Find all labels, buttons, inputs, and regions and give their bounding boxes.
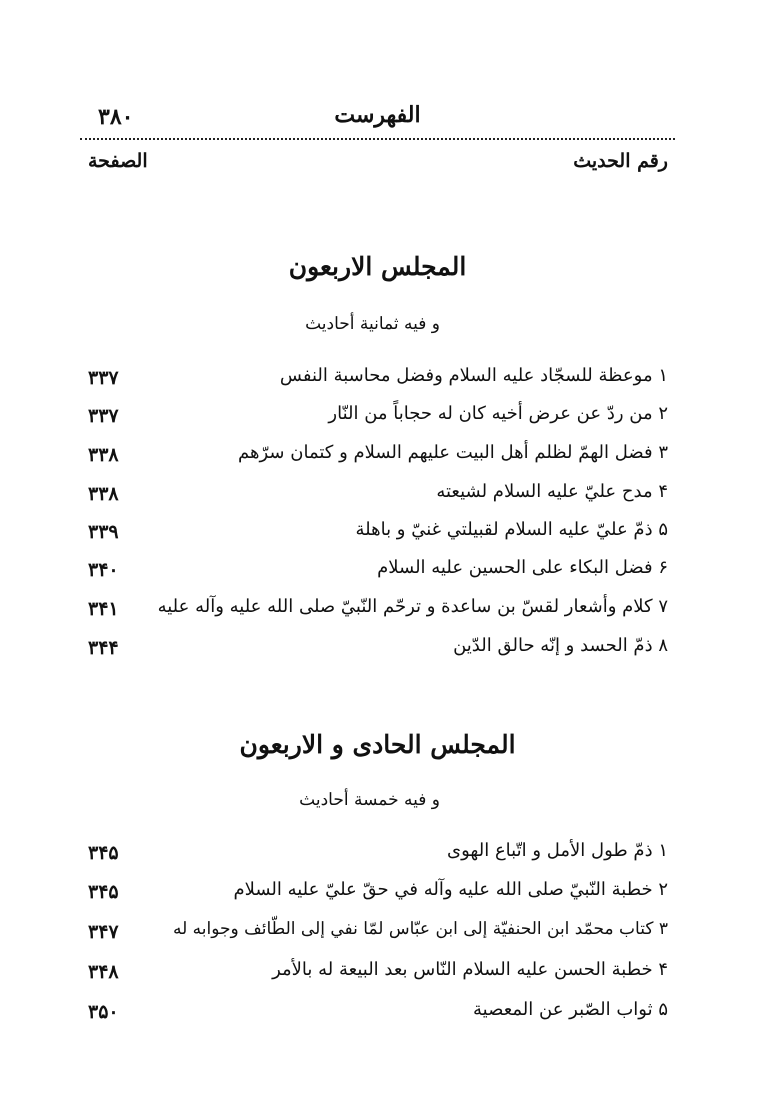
toc-entry[interactable] [88, 879, 668, 909]
toc-entry[interactable] [88, 999, 668, 1029]
entry-number: ۴ [658, 481, 668, 502]
entry-title [173, 919, 668, 939]
running-title: الفهرست [334, 102, 421, 128]
toc-entry[interactable] [88, 919, 668, 949]
toc-entry[interactable] [88, 403, 668, 433]
entry-title [377, 557, 668, 578]
entry-page: ٣۴۵ [88, 881, 119, 903]
section-title-41: المجلس الحادى و الاربعون [239, 730, 516, 759]
entry-page: ٣۴۵ [88, 842, 119, 864]
entry-page: ٣٣٩ [88, 521, 119, 543]
entry-text: ذمّ طول الأمل و اتّباع الهوى [447, 840, 653, 861]
entry-title [355, 519, 668, 540]
entry-text: كتاب محمّد ابن الحنفيّة إلى ابن عبّاس لمّا نفي إلى الطّائف وجوابه له [172, 919, 654, 939]
toc-entry[interactable] [88, 557, 668, 587]
entry-title [238, 442, 668, 463]
dotted-rule [80, 138, 675, 140]
entry-page: ٣٣٨ [88, 444, 119, 466]
entry-title [233, 879, 668, 900]
entry-number: ۵ [658, 999, 668, 1020]
entry-title [158, 596, 668, 617]
entry-number: ٨ [658, 635, 668, 656]
toc-entry[interactable] [88, 442, 668, 472]
entry-text: مدح عليّ عليه السلام لشيعته [436, 481, 653, 502]
toc-entry[interactable] [88, 481, 668, 511]
entry-title [280, 365, 668, 386]
entry-page: ٣٣٨ [88, 483, 119, 505]
entry-title [453, 635, 668, 656]
entry-title [272, 959, 668, 980]
running-head [80, 100, 675, 136]
entry-number: ٣ [658, 919, 668, 939]
entry-title [328, 403, 668, 424]
entry-text: خطبة النّبيّ صلى الله عليه وآله في حقّ عليّ عليه السلام [233, 879, 653, 900]
entry-text: موعظة للسجّاد عليه السلام وفضل محاسبة النفس [279, 365, 653, 386]
entry-title [436, 481, 668, 502]
column-header-hadith: رقم الحديث [573, 150, 668, 172]
toc-entry[interactable] [88, 959, 668, 989]
entry-text: فضل الهمّ لظلم أهل البيت عليهم السلام و كتمان سرّهم [238, 442, 653, 463]
section-title-40: المجلس الاربعون [288, 252, 467, 281]
toc-entry[interactable] [88, 365, 668, 395]
entry-number: ۵ [658, 519, 668, 540]
section-subtitle-41: و فيه خمسة أحاديث [299, 790, 440, 810]
entry-title [447, 840, 668, 861]
toc-entry[interactable] [88, 596, 668, 626]
entry-title [473, 999, 668, 1020]
section-subtitle-40: و فيه ثمانية أحاديث [305, 314, 440, 334]
entry-text: فضل البكاء على الحسين عليه السلام [377, 557, 653, 578]
entry-text: ثواب الصّبر عن المعصية [473, 999, 653, 1020]
entry-page: ٣۵٠ [88, 1001, 119, 1023]
entry-page: ٣۴٨ [88, 961, 119, 983]
entry-number: ٣ [658, 442, 668, 463]
entry-number: ۶ [658, 557, 668, 578]
entry-text: ذمّ الحسد و إنّه حالق الدّين [453, 635, 653, 656]
entry-text: ذمّ عليّ عليه السلام لقبيلتي غنيّ و باهلة [355, 519, 653, 540]
entry-page: ٣٣٧ [88, 405, 119, 427]
entry-text: من ردّ عن عرض أخيه كان له حجاباً من النّار [328, 403, 653, 424]
entry-page: ٣۴۴ [88, 637, 119, 659]
entry-page: ٣٣٧ [88, 367, 119, 389]
entry-page: ٣۴١ [88, 598, 119, 620]
entry-number: ١ [658, 840, 668, 861]
toc-entry[interactable] [88, 840, 668, 870]
entry-page: ٣۴٠ [88, 559, 119, 581]
toc-entry[interactable] [88, 519, 668, 549]
column-headers [88, 150, 668, 180]
entry-number: ٢ [658, 879, 668, 900]
entry-text: خطبة الحسن عليه السلام النّاس بعد البيعة له بالأمر [272, 959, 653, 980]
column-header-page: الصفحة [88, 150, 148, 172]
page-number: ٣٨٠ [98, 104, 134, 130]
entry-number: ١ [658, 365, 668, 386]
entry-number: ۴ [658, 959, 668, 980]
entry-page: ٣۴٧ [88, 921, 119, 943]
entry-number: ٧ [658, 596, 668, 617]
entry-text: كلام وأشعار لقسّ بن ساعدة و ترحّم النّبيّ صلى الله عليه وآله عليه [157, 596, 653, 617]
toc-entry[interactable] [88, 635, 668, 665]
entry-number: ٢ [658, 403, 668, 424]
